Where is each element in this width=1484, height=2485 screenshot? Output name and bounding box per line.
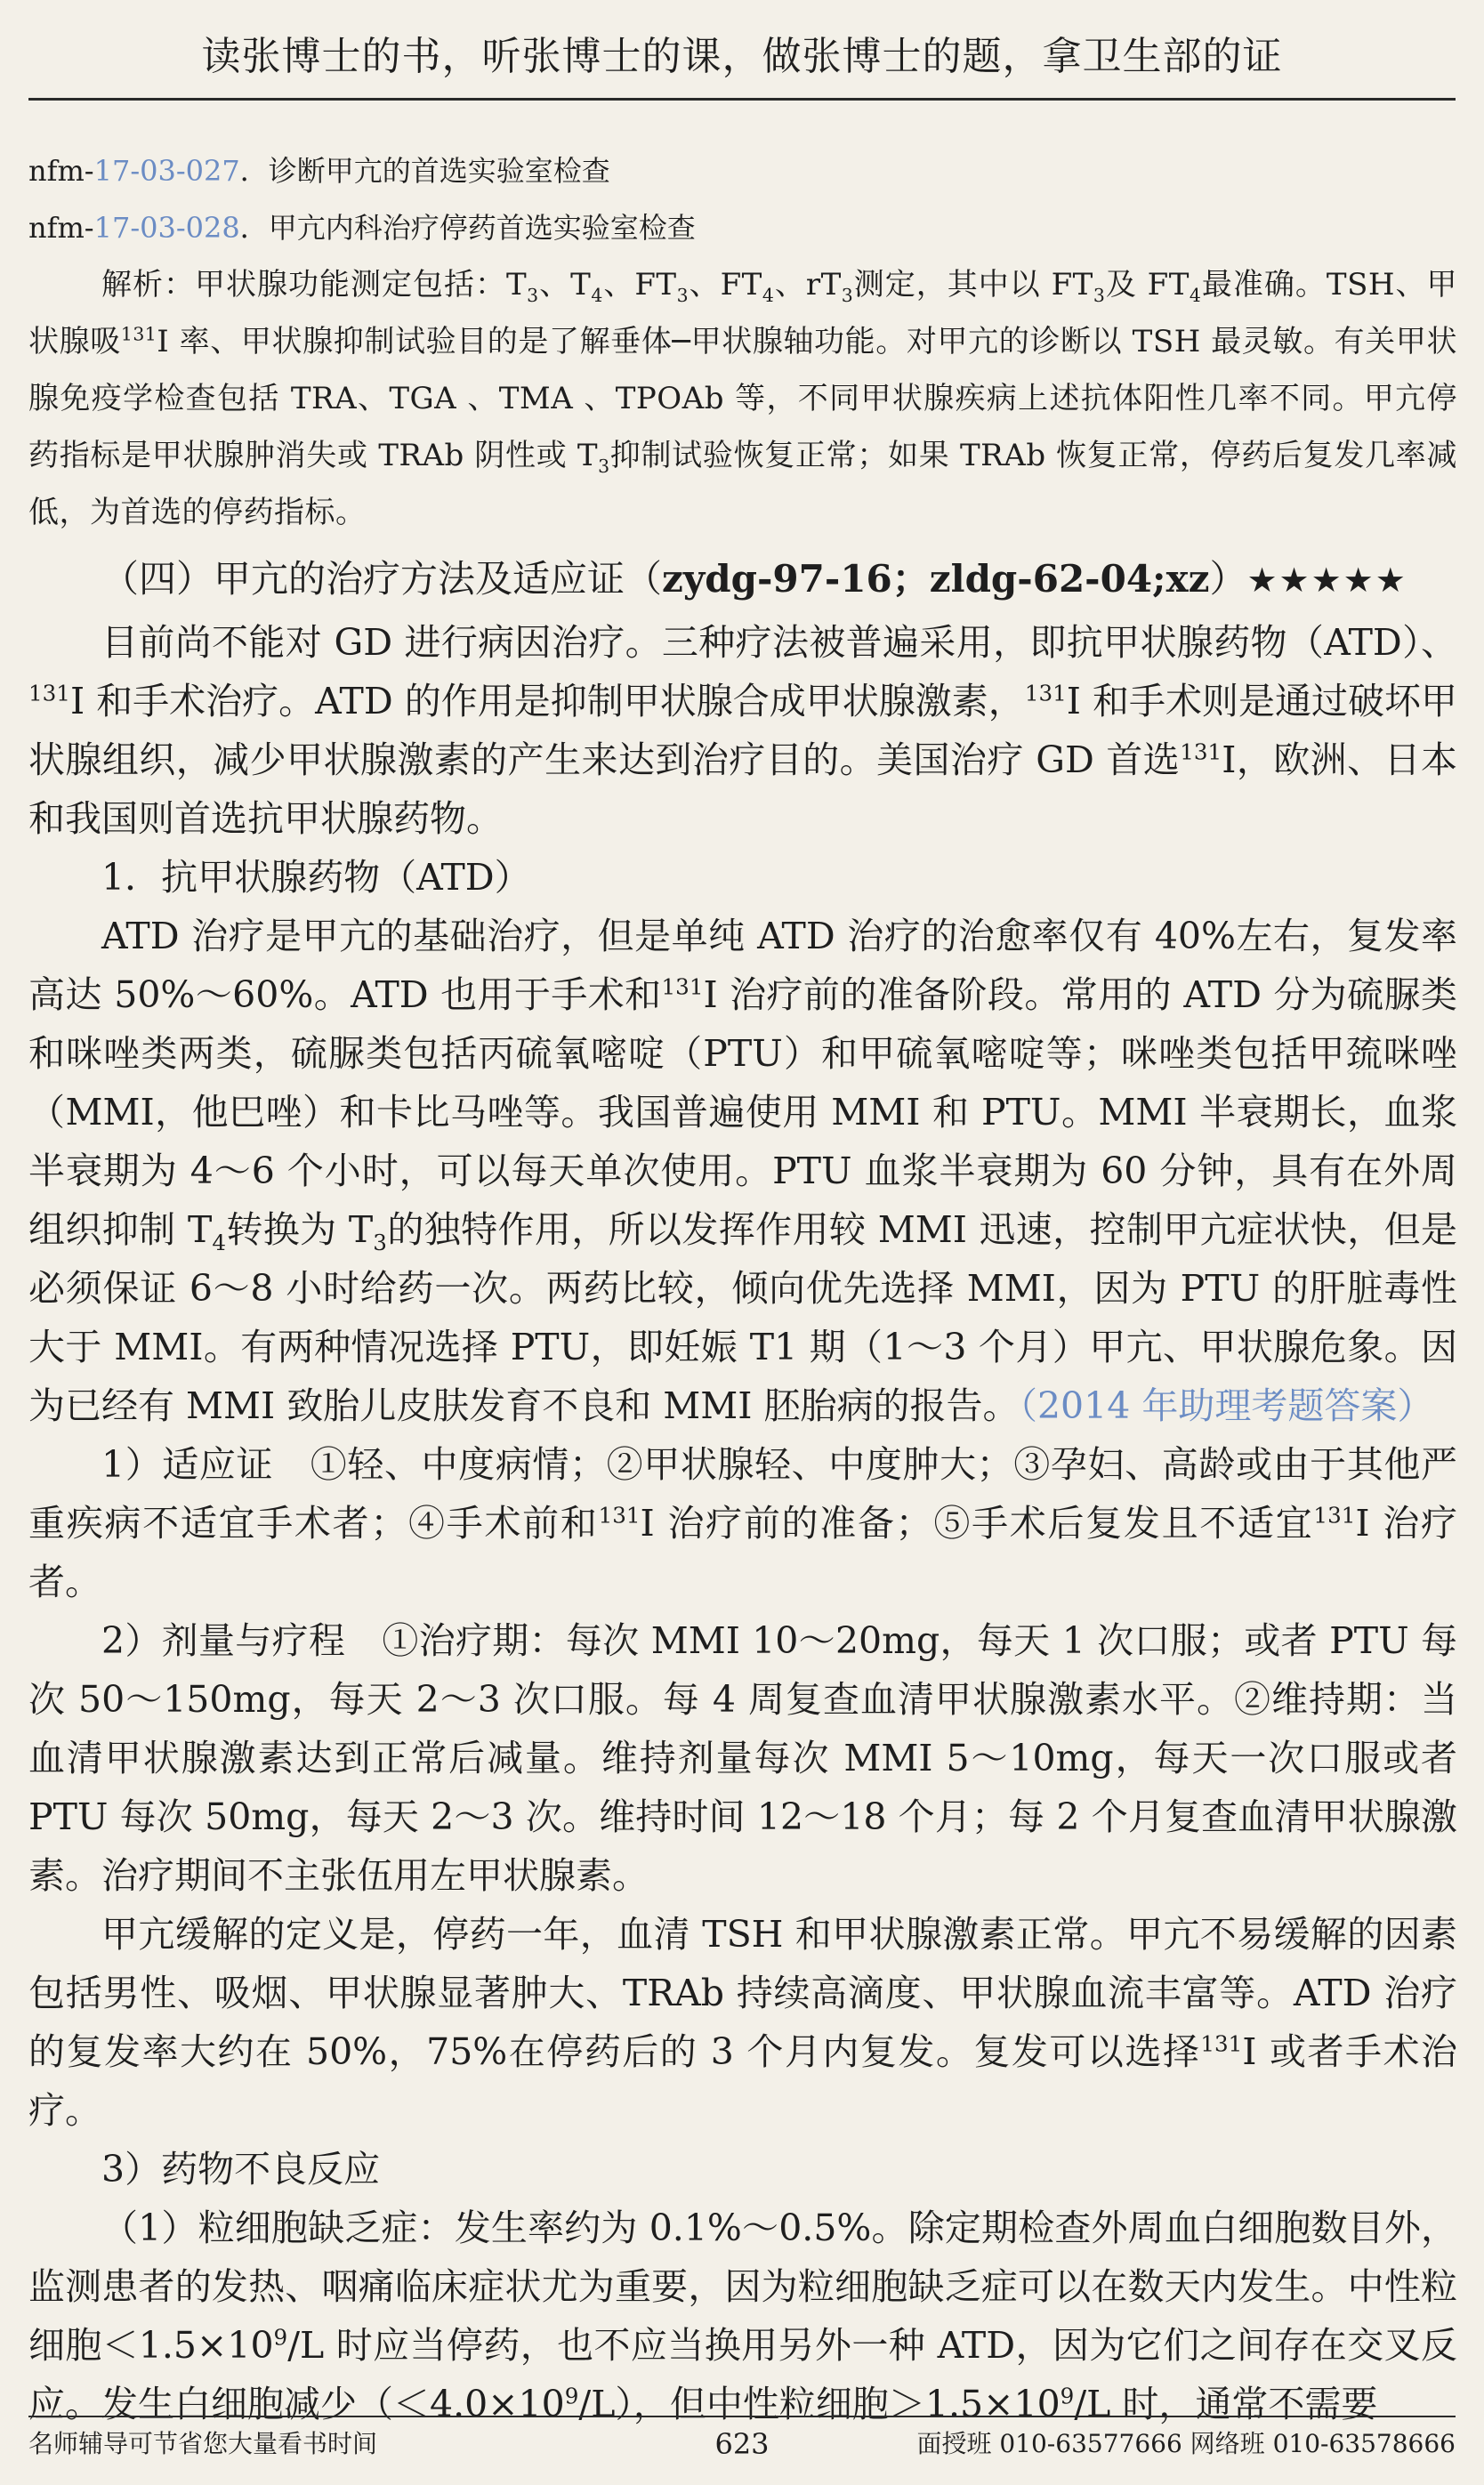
intro-paragraph: 目前尚不能对 GD 进行病因治疗。三种疗法被普遍采用，即抗甲状腺药物（ATD）、$^{131}$I 和手术治疗。ATD 的作用是抑制甲状腺合成甲状腺激素，$^{131}$I 和手术则是通过破坏甲状腺组织，减少甲状腺激素的产生来达到治疗目的。美国治疗 GD 首选$^{131}$I，欧洲、日本和我国则首选抗甲状腺药物。 (28, 621, 1458, 840)
indications-paragraph: 1）适应证 ①轻、中度病情；②甲状腺轻、中度肿大；③孕妇、高龄或由于其他严重疾病不适宜手术者；④手术前和$^{131}$I 治疗前的准备；⑤手术后复发且不适宜$^{131}$I 治疗者。 (28, 1443, 1458, 1603)
analysis-paragraph: 解析：甲状腺功能测定包括：$T_3$、$T_4$、$FT_3$、$FT_4$、$rT_3$测定，其中以 $FT_3$及 $FT_4$最准确。TSH、甲状腺吸$^{131}$I 率、甲状腺抑制试验目的是了解垂体─甲状腺轴功能。对甲亢的诊断以 TSH 最灵敏。有关甲状腺免疫学检查包括 TRA、TGA 、TMA 、TPOAb 等，不同甲状腺疾病上述抗体阳性几率不同。甲亢停药指标是甲状腺肿消失或 TRAb 阴性或 $T_3$抑制试验恢复正常；如果 TRAb 恢复正常，停药后复发几率减低，为首选的停药指标。 (28, 267, 1458, 530)
question-ref-1: nfm-17-03-027．诊断甲亢的首选实验室检查 (28, 154, 610, 188)
page-body (28, 142, 1457, 2433)
header-rule (28, 98, 1456, 101)
adverse-paragraph: （1）粒细胞缺乏症：发生率约为 0.1%～0.5%。除定期检查外周血白细胞数目外，监测患者的发热、咽痛临床症状尤为重要，因为粒细胞缺乏症可以在数天内发生。中性粒细胞$<1.5\times 10^9/L$ 时应当停药，也不应当换用另外一种 ATD，因为它们之间存在交叉反应。发生白细胞减少$(<4.0\times 10^9/L)$，但中性粒细胞$>1.5\times 10^9/L$ 时，通常不需要 (28, 2207, 1457, 2425)
remission-paragraph: 甲亢缓解的定义是，停药一年，血清 TSH 和甲状腺激素正常。甲亢不易缓解的因素包括男性、吸烟、甲状腺显著肿大、TRAb 持续高滴度、甲状腺血流丰富等。ATD 治疗的复发率大约在 50%，75%在停药后的 3 个月内复发。复发可以选择$^{131}$I 或者手术治疗。 (28, 1913, 1457, 2132)
atd-subheading: 1．抗甲状腺药物（ATD） (101, 856, 531, 899)
page-number: 623 (714, 2427, 770, 2461)
atd-paragraph: ATD 治疗是甲亢的基础治疗，但是单纯 ATD 治疗的治愈率仅有 40%左右，复发率高达 50%～60%。ATD 也用于手术和$^{131}$I 治疗前的准备阶段。常用的 ATD 分为硫脲类和咪唑类两类，硫脲类包括丙硫氧嘧啶（PTU）和甲硫氧嘧啶等；咪唑类包括甲巯咪唑（MMI，他巴唑）和卡比马唑等。我国普遍使用 MMI 和 PTU。MMI 半衰期长，血浆半衰期为 4～6 个小时，可以每天单次使用。PTU 血浆半衰期为 60 分钟，具有在外周组织抑制 $T_4$转换为 $T_3$的独特作用，所以发挥作用较 MMI 迅速，控制甲亢症状快，但是必须保证 6～8 小时给药一次。两药比较，倾向优先选择 MMI，因为 PTU 的肝脏毒性大于 MMI。有两种情况选择 PTU，即妊娠 T1 期（1～3 个月）甲亢、甲状腺危象。因为已经有 MMI 致胎儿皮肤发育不良和 MMI 胚胎病的报告。（2014 年助理考题答案） (28, 915, 1457, 1427)
page-footer (28, 2422, 1456, 2466)
star-rating: ★★★★★ (1246, 561, 1407, 600)
question-ref-2: nfm-17-03-028．甲亢内科治疗停药首选实验室检查 (28, 211, 696, 245)
ref-code: 17-03-028 (93, 211, 240, 245)
section-heading: （四）甲亢的治疗方法及适应证（zydg-97-16；zldg-62-04;xz）★★★★★ (101, 557, 1407, 601)
footer-slogan: 名师辅导可节省您大量看书时间 (28, 2429, 378, 2458)
section-codes: zydg-97-16；zldg-62-04;xz (662, 557, 1210, 601)
ref-code: 17-03-027 (93, 154, 240, 188)
footer-rule (28, 2416, 1456, 2417)
footer-contact: 面授班 010-63577666 网络班 010-63578666 (916, 2429, 1456, 2458)
dosage-paragraph: 2）剂量与疗程 ①治疗期：每次 MMI 10～20mg，每天 1 次口服；或者 PTU 每次 50～150mg，每天 2～3 次口服。每 4 周复查血清甲状腺激素水平。②维持期：当血清甲状腺激素达到正常后减量。维持剂量每次 MMI 5～10mg，每天一次口服或者 PTU 每次 50mg，每天 2～3 次。维持时间 12～18 个月；每 2 个月复查血清甲状腺激素。治疗期间不主张伍用左甲状腺素。 (28, 1619, 1457, 1897)
running-header: 读张博士的书，听张博士的课，做张博士的题，拿卫生部的证 (201, 34, 1283, 79)
exam-note: （2014 年助理考题答案） (1019, 1384, 1434, 1427)
adverse-subheading: 3）药物不良反应 (101, 2148, 381, 2191)
